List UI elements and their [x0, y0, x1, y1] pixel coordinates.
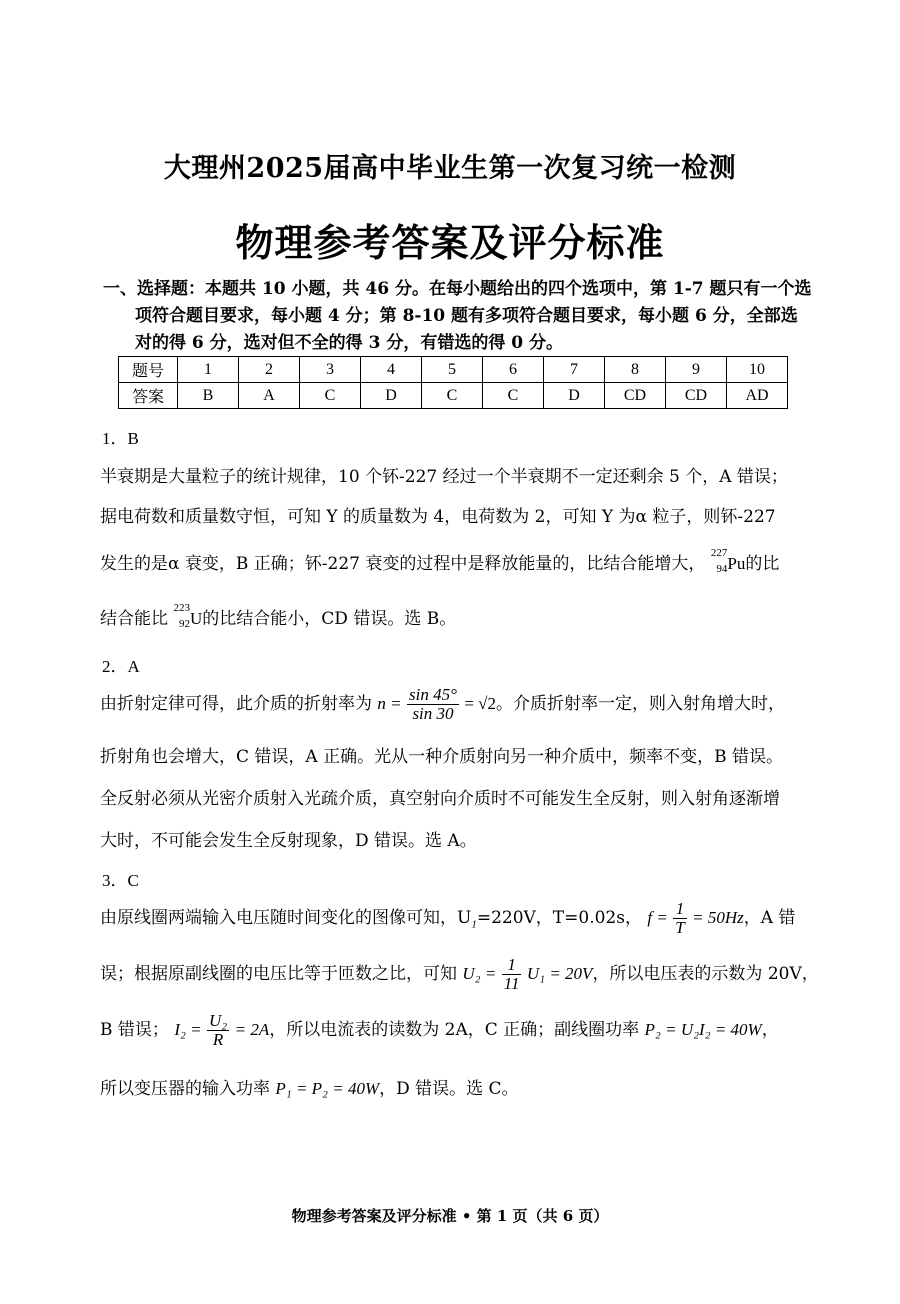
formula-i2: I₂ = [174, 1020, 202, 1039]
formula-eq: = √2 [464, 694, 497, 713]
q3-line [100, 956, 819, 993]
document-subtitle: 物理参考答案及评分标准 [235, 220, 665, 265]
page-footer: 物理参考答案及评分标准 • 第 1 页（共 6 页） [291, 1207, 609, 1225]
denominator: T [675, 918, 685, 937]
mass-number: 227 [710, 546, 728, 559]
q1-label: 1．B [102, 429, 139, 448]
text-run: 的比 [745, 554, 780, 574]
text-run: 所以变压器的输入功率 [100, 1079, 270, 1099]
table-cell: C [483, 383, 544, 409]
denominator: R [212, 1030, 224, 1049]
formula-f: f = [647, 908, 668, 927]
table-cell: 5 [422, 357, 483, 383]
atomic-number: 92 [179, 617, 190, 630]
text-run: 由折射定律可得，此介质的折射率为 [100, 694, 372, 714]
q3-line [100, 1074, 519, 1099]
fraction [407, 686, 459, 723]
table-cell: 1 [178, 357, 239, 383]
q1-line: 半衰期是大量粒子的统计规律，10 个钚-227 经过一个半衰期不一定还剩余 5 个，A 错误； [100, 467, 788, 487]
table-row [119, 383, 788, 409]
text-run: 由原线圈两端输入电压随时间变化的图像可知，U [100, 908, 472, 928]
table-cell: 6 [483, 357, 544, 383]
table-cell: CD [666, 383, 727, 409]
denominator: sin 30 [412, 704, 454, 723]
text-run: ，D 错误。选 C。 [379, 1079, 519, 1099]
table-cell: C [300, 383, 361, 409]
q1-line: 据电荷数和质量数守恒，可知 Y 的质量数为 4，电荷数为 2，可知 Y 为α 粒子，则钚-227 [100, 507, 776, 527]
table-header-cell: 答案 [119, 383, 178, 409]
table-cell: 2 [239, 357, 300, 383]
q2-line [100, 686, 785, 723]
table-cell: 4 [361, 357, 422, 383]
fraction [673, 900, 686, 937]
q3-label: 3．C [102, 871, 139, 890]
fraction [502, 956, 522, 993]
isotope-u [168, 601, 190, 630]
section-instructions [103, 276, 812, 357]
table-cell: D [544, 383, 605, 409]
text-run: 发生的是α 衰变，B 正确；钚-227 衰变的过程中是释放能量的，比结合能增大， [100, 554, 706, 574]
formula-eq: = 2A [234, 1020, 270, 1039]
q3-line [100, 1012, 779, 1049]
document-title: 大理州2025届高中毕业生第一次复习统一检测 [163, 153, 737, 184]
text-run: 的比结合能小，CD 错误。选 B。 [202, 609, 457, 629]
instruction-line: 项符合题目要求，每小题 4 分；第 8-10 题有多项符合题目要求，每小题 6 分，全部选 [135, 306, 798, 326]
q2-line: 折射角也会增大，C 错误，A 正确。光从一种介质射向另一种介质中，频率不变，B 错误。 [100, 747, 783, 767]
instruction-line: 一、选择题：本题共 10 小题，共 46 分。在每小题给出的四个选项中，第 1-7 题只有一个选 [103, 279, 812, 299]
table-row [119, 357, 788, 383]
formula-n: n = [377, 694, 402, 713]
text-run: ，A 错 [743, 908, 796, 928]
text-run: B 错误； [100, 1020, 169, 1040]
table-header-cell: 题号 [119, 357, 178, 383]
numerator: 1 [673, 900, 686, 919]
formula-p1: P₁ = P₂ = 40W [275, 1079, 380, 1098]
table-cell: AD [727, 383, 788, 409]
numerator: sin 45° [409, 685, 457, 704]
q1-line [100, 601, 457, 630]
text-run: ，所以电压表的示数为 20V， [592, 964, 819, 984]
numerator: U₂ [209, 1011, 228, 1030]
table-cell: D [361, 383, 422, 409]
mass-number: 223 [173, 601, 190, 614]
text-run: =220V，T=0.02s， [476, 908, 642, 928]
formula-p2: P₂ = U₂I₂ = 40W [644, 1020, 762, 1039]
text-run: 结合能比 [100, 609, 168, 629]
q2-line: 全反射必须从光密介质射入光疏介质，真空射向介质时不可能发生全反射，则入射角逐渐增 [100, 789, 780, 809]
table-cell: 9 [666, 357, 727, 383]
table-cell: A [239, 383, 300, 409]
formula-u2: U₂ = [462, 964, 497, 983]
formula-eq: U₁ = 20V [526, 964, 593, 983]
element-symbol: U [190, 609, 203, 628]
q3-line: 由原线圈两端输入电压随时间变化的图像可知，$U_1=220V$，T=0.02s， f = $\frac{1}{T}$ = 50Hz，A 错 [100, 899, 796, 937]
answer-table [118, 356, 788, 409]
table-cell: 8 [605, 357, 666, 383]
text-run: ，所以电流表的读数为 2A，C 正确；副线圈功率 [269, 1020, 640, 1040]
formula-eq: = 50Hz [692, 908, 744, 927]
atomic-number: 94 [716, 562, 728, 575]
text-run: 误；根据原副线圈的电压比等于匝数之比，可知 [100, 964, 457, 984]
table-cell: B [178, 383, 239, 409]
q2-label: 2．A [102, 657, 140, 676]
fraction [207, 1012, 229, 1049]
text-run: 。介质折射率一定，则入射角增大时， [496, 694, 786, 714]
text-run: ， [761, 1020, 779, 1040]
q1-line [100, 546, 780, 575]
element-symbol: Pu [727, 554, 746, 573]
isotope-pu [705, 546, 728, 575]
numerator: 1 [502, 956, 522, 975]
table-cell: 10 [727, 357, 788, 383]
denominator: 11 [503, 974, 520, 993]
q2-line: 大时，不可能会发生全反射现象，D 错误。选 A。 [100, 831, 477, 851]
table-cell: 7 [544, 357, 605, 383]
instruction-line: 对的得 6 分，选对但不全的得 3 分，有错选的得 0 分。 [135, 333, 563, 353]
table-cell: 3 [300, 357, 361, 383]
table-cell: C [422, 383, 483, 409]
table-cell: CD [605, 383, 666, 409]
